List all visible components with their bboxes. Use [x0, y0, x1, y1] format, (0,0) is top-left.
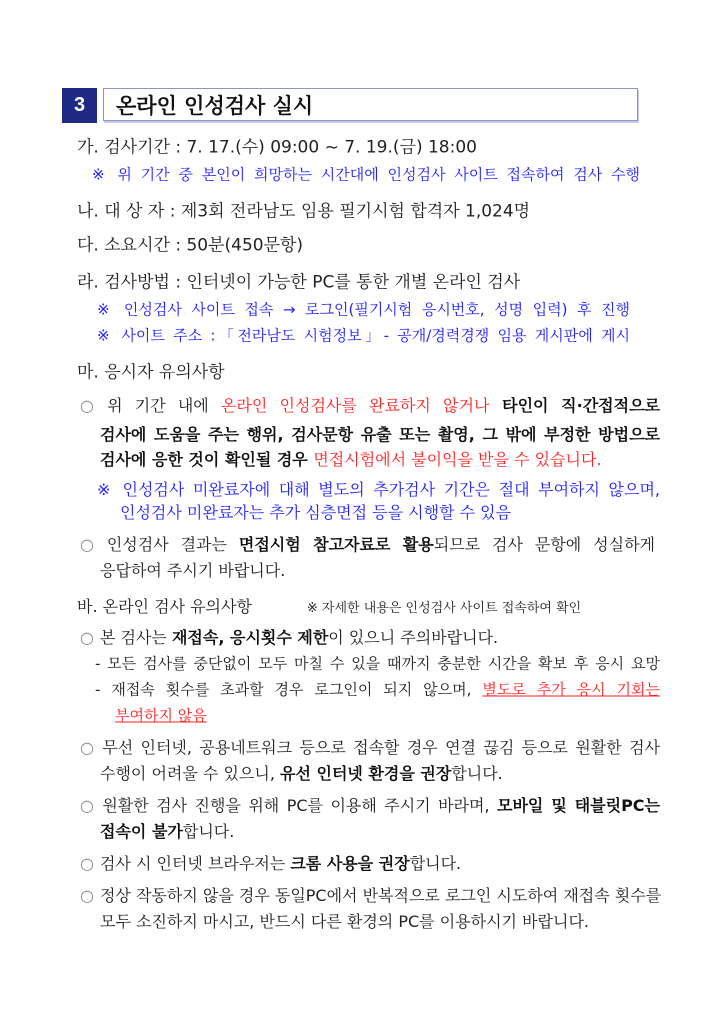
section-number-badge: 3 [62, 88, 97, 123]
circle-bullet-icon: ○ [80, 738, 97, 757]
text-segment: ※ 자세한 내용은 인성검사 사이트 접속하여 확인 [306, 601, 582, 616]
text-segment: 위 기간 내에 [107, 396, 221, 415]
text-line [100, 824, 234, 840]
text-segment: ※ 위 기간 중 본인이 희망하는 시간대에 인성검사 사이트 접속하여 검사 수행 [92, 165, 640, 184]
text-segment: - 모든 검사를 중단없이 모두 마칠 수 있을 때까지 충분한 시간을 확보 후 응시 요망 [95, 654, 660, 673]
circle-bullet-icon: ○ [80, 854, 94, 873]
text-segment: 합니다. [451, 764, 503, 783]
circle-bullet-icon: ○ [80, 886, 94, 905]
text-segment: 원활한 검사 진행을 위해 PC를 이용해 주시기 바라며, [102, 796, 498, 815]
text-line [100, 427, 660, 443]
text-segment: 합니다. [182, 822, 235, 841]
text-segment: 모바일 및 태블릿PC는 [497, 796, 661, 815]
text-line [100, 452, 602, 468]
text-segment: 별도로 추가 응시 기회는 [482, 680, 660, 699]
section-title: 온라인 인성검사 실시 [116, 93, 314, 118]
text-line [97, 300, 630, 319]
text-segment: 무선 인터넷, 공용네트워크 등으로 접속할 경우 연결 끊김 등으로 원활한 검사 [102, 738, 660, 757]
text-segment: 응답하여 주시기 바랍니다. [100, 561, 286, 580]
text-segment: 인성검사 결과는 [106, 535, 239, 554]
section-title-box [103, 88, 638, 121]
text-line [77, 137, 477, 158]
text-line [115, 706, 207, 725]
text-segment: 되므로 검사 문항에 성실하게 [433, 535, 655, 554]
text-segment: ※ 인성검사 미완료자에 대해 별도의 추가검사 기간은 절대 부여하지 않으며, [97, 480, 660, 499]
text-line [77, 362, 225, 383]
text-line [77, 235, 304, 256]
text-line [95, 654, 660, 673]
text-segment: 모두 소진하지 마시고, 반드시 다른 환경의 PC를 이용하시기 바랍니다. [100, 912, 589, 931]
text-line [95, 680, 660, 699]
text-segment: 크롬 사용을 권장 [290, 854, 410, 873]
circle-bullet-icon: ○ [80, 628, 94, 647]
text-line [77, 599, 581, 615]
text-segment: 마. 응시자 유의사항 [77, 362, 225, 383]
text-segment: 바. 온라인 검사 유의사항 [77, 597, 252, 616]
text-line [100, 914, 589, 930]
text-segment: 검사에 응한 것이 확인될 경우 [100, 450, 314, 469]
text-line [80, 888, 660, 904]
text-segment: 접속이 불가 [100, 822, 183, 841]
text-segment: 이 있으니 주의바랍니다. [328, 628, 499, 647]
text-line [100, 766, 503, 782]
text-segment: ※ 사이트 주소 :「전라남도 시험정보」- 공개/경력경쟁 임용 게시판에 게시 [97, 326, 630, 345]
text-segment: 본 검사는 [99, 628, 172, 647]
text-segment: 온라인 인성검사를 완료하지 않거나 [220, 396, 490, 415]
circle-bullet-icon: ○ [80, 796, 97, 815]
text-line [80, 740, 660, 756]
text-segment: 검사에 도움을 주는 행위, 검사문항 유출 또는 촬영, 그 밖에 부정한 방법으로 [100, 425, 660, 444]
text-line [80, 537, 655, 553]
circle-bullet-icon: ○ [80, 535, 101, 554]
text-segment: 나. 대 상 자 : 제3회 전라남도 임용 필기시험 합격자 1,024명 [77, 201, 531, 222]
text-segment: 검사 시 인터넷 브라우저는 [99, 854, 291, 873]
text-segment: 부여하지 않음 [115, 706, 207, 725]
text-segment: 재접속, 응시횟수 제한 [171, 628, 329, 647]
text-segment: - 재접속 횟수를 초과할 경우 로그인이 되지 않으며, [95, 680, 483, 699]
text-line [77, 272, 521, 293]
text-segment: 합니다. [409, 854, 462, 873]
text-line [80, 856, 461, 872]
text-segment: 가. 검사기간 : 7. 17.(수) 09:00 ~ 7. 19.(금) 18:00 [77, 137, 477, 158]
text-line [80, 398, 660, 414]
text-line [97, 326, 630, 345]
text-line [97, 482, 660, 498]
text-line [80, 630, 498, 646]
text-segment: 유선 인터넷 환경을 권장 [280, 764, 452, 783]
circle-bullet-icon: ○ [80, 396, 102, 415]
text-segment: 타인이 직·간접적으로 [489, 396, 660, 415]
text-line [120, 505, 511, 521]
text-segment: 수행이 어려울 수 있으니, [100, 764, 280, 783]
text-segment: 정상 작동하지 않을 경우 동일PC에서 반복적으로 로그인 시도하여 재접속 횟수를 [99, 886, 662, 905]
text-line [80, 798, 660, 814]
text-line [77, 201, 531, 222]
text-segment: 다. 소요시간 : 50분(450문항) [77, 235, 304, 256]
text-segment: 라. 검사방법 : 인터넷이 가능한 PC를 통한 개별 온라인 검사 [77, 272, 521, 293]
text-line [100, 563, 285, 579]
text-segment: ※ 인성검사 사이트 접속 → 로그인(필기시험 응시번호, 성명 입력) 후 진행 [97, 300, 630, 319]
text-segment: 면접시험에서 불이익을 받을 수 있습니다. [313, 450, 602, 469]
text-segment: 면접시험 참고자료로 활용 [238, 535, 434, 554]
text-line [92, 165, 640, 184]
text-segment: 인성검사 미완료자는 추가 심층면접 등을 시행할 수 있음 [120, 503, 512, 522]
